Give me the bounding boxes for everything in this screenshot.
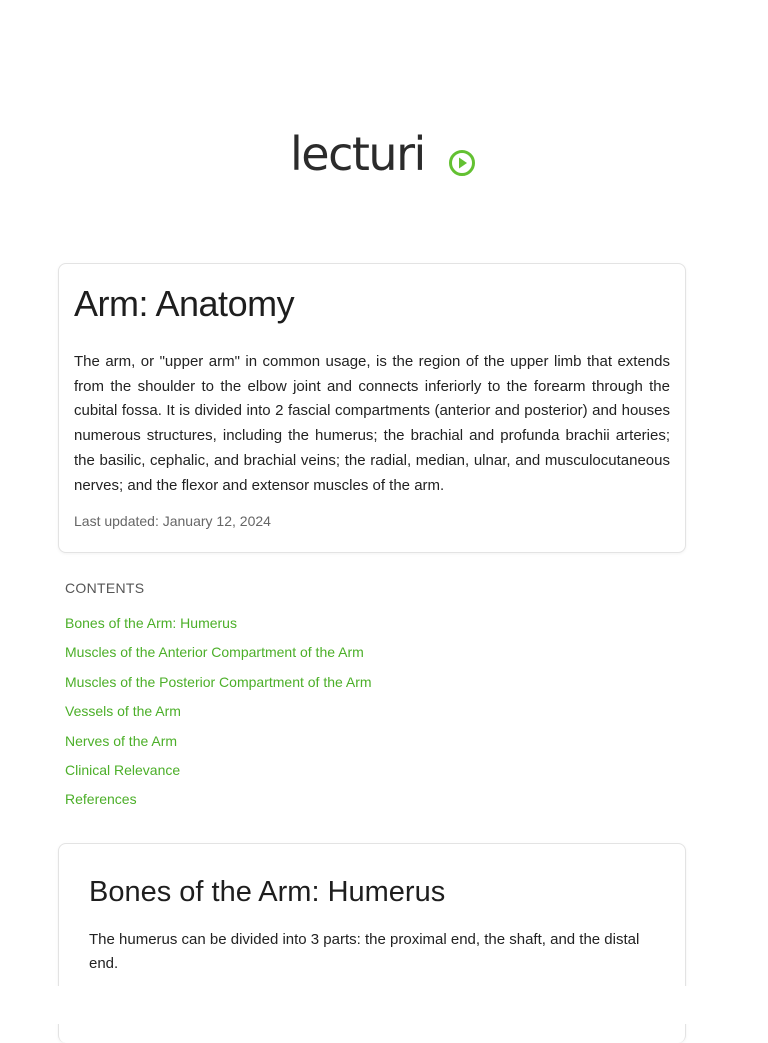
section-paragraph: The humerus can be divided into 3 parts: the proximal end, the shaft, and the distal end. bbox=[89, 931, 640, 972]
contents-link-posterior-muscles[interactable]: Muscles of the Posterior Compartment of the Arm bbox=[65, 673, 372, 690]
intro-summary: The arm, or "upper arm" in common usage, is the region of the upper limb that extends from the shoulder to the elbow joint and connects inferiorly to the forearm through the cubital fossa. It is divided into 2 fascial compartments (anterior and posterior) and houses numerous structures, including the humerus; the brachial and profunda brachii arteries; the basilic, cephalic, and brachial veins; the radial, median, ulnar, and musculocutaneous nerves; and the flexor and extensor muscles of the arm. bbox=[74, 353, 670, 494]
contents-list bbox=[65, 613, 685, 809]
logo-wordmark: lecturi bbox=[290, 127, 425, 181]
last-updated-date: Last updated: January 12, 2024 bbox=[74, 513, 271, 530]
section-title: Bones of the Arm: Humerus bbox=[89, 876, 446, 908]
page-bottom-cutoff bbox=[0, 986, 768, 1024]
contents-link-vessels[interactable]: Vessels of the Arm bbox=[65, 703, 181, 720]
play-circle-icon bbox=[448, 149, 476, 177]
table-of-contents bbox=[65, 578, 685, 819]
lecturio-logo[interactable] bbox=[290, 127, 480, 184]
intro-card bbox=[58, 263, 686, 553]
contents-link-nerves[interactable]: Nerves of the Arm bbox=[65, 732, 178, 749]
contents-link-anterior-muscles[interactable]: Muscles of the Anterior Compartment of the Arm bbox=[65, 644, 364, 661]
contents-link-references[interactable]: References bbox=[65, 791, 137, 808]
contents-heading: CONTENTS bbox=[65, 580, 145, 596]
page-title: Arm: Anatomy bbox=[74, 283, 295, 324]
contents-link-bones[interactable]: Bones of the Arm: Humerus bbox=[65, 615, 237, 631]
contents-link-clinical-relevance[interactable]: Clinical Relevance bbox=[65, 761, 181, 778]
